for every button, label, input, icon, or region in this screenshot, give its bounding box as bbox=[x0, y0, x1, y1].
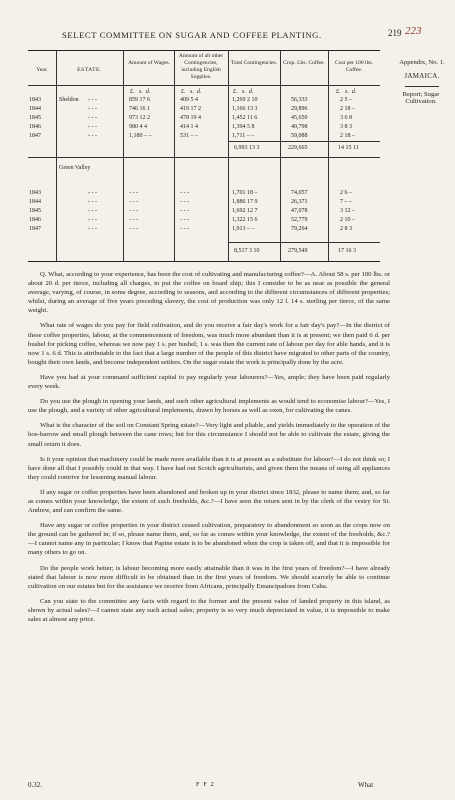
footer-left: 0.32. bbox=[28, 781, 42, 789]
year-cell: 1846 bbox=[29, 217, 41, 223]
cost-cell: 3 6 8 bbox=[340, 115, 352, 121]
year-cell: 1844 bbox=[29, 106, 41, 112]
total-cell: 1,886 17 9 bbox=[232, 199, 258, 205]
col-header-cost: Cost per 100 lbs. Coffee. bbox=[335, 60, 373, 73]
other-cell: 414 1 4 bbox=[180, 124, 198, 130]
statistics-table bbox=[28, 50, 380, 262]
col-header-wages: Amount of Wages. bbox=[128, 60, 170, 66]
total-cell: 1,166 13 3 bbox=[232, 106, 258, 112]
crop-cell: 52,779 bbox=[291, 217, 308, 223]
total-cell: 1,269 2 10 bbox=[232, 97, 258, 103]
table-divider bbox=[174, 51, 175, 261]
other-cell: - - - bbox=[180, 217, 189, 223]
paragraph: Is it your opinion that machinery could be made more available than it is at present as a substitute for labour?—I do not think so; I have done all that I possibly could in that way. I have had out Scotch agriculturists, and given them the means of using all appliances they could contrive for lessening manual labour. bbox=[28, 455, 390, 481]
paragraph: What is the character of the soil on Constant Spring estate?—Very light and pliable, and yields immediately to the operation of the hoe-barrow and small plough between the cane rows; but for this circumstance I should not be able to cultivate the estate, giving the small return it does. bbox=[28, 422, 390, 448]
wages-cell: 1,180 – – bbox=[129, 133, 152, 139]
paragraph: Can you state to the committee any facts with regard to the former and the present value of landed property in this island, as shown by actual sales?—I cannot state any such actual sales; property is so very much depreciated in value, it is impossible to make sales at almost any price. bbox=[28, 597, 390, 623]
estate-name-green-valley: Green Valley bbox=[59, 165, 91, 171]
paragraph: Q. What, according to your experience, has been the cost of cultivating and manufacturing coffee?—A. About 58 s. per 100 lbs. or about 20 d. per tierce, including all charges, to put the coffee on board ship; this I consider to be as near as possible the general average, varying, of course, in some degree, according to seasons, and according to the different circumstances of different properties; whilst, during an average of five years preceding slavery, the cost of production was only 12 l. 14 s. sterling per tierce, of the same weight. bbox=[28, 271, 390, 315]
crop-cell: 40,798 bbox=[291, 124, 308, 130]
crop-cell: 59,088 bbox=[291, 133, 308, 139]
total-cell: 6,993 13 3 bbox=[234, 145, 260, 151]
other-cell: 419 17 2 bbox=[180, 106, 201, 112]
estate-dash-cell: - - - bbox=[88, 97, 97, 103]
wages-cell: - - - bbox=[129, 226, 138, 232]
col-header-total: Total Contingencies. bbox=[230, 60, 278, 66]
total-cell: 1,701 18 – bbox=[232, 190, 258, 196]
footer-catchword: What bbox=[358, 781, 374, 789]
cost-cell: 2 10 – bbox=[340, 217, 355, 223]
wages-cell: - - - bbox=[129, 199, 138, 205]
wages-cell: 980 4 4 bbox=[129, 124, 147, 130]
year-cell: 1843 bbox=[29, 97, 41, 103]
estate-dash-cell: - - - bbox=[88, 208, 97, 214]
estate-dash-cell: - - - bbox=[88, 124, 97, 130]
paragraph: Do you use the plough in opening your lands, and such other agricultural implements as would tend to economise labour?—Yes, I use the plough, and a variety of other agricultural implements, drawn by horses as well as oxen, for cultivating the canes. bbox=[28, 398, 390, 415]
cost-cell: 2 6 – bbox=[340, 190, 352, 196]
money-units: £. s. d. bbox=[130, 89, 151, 95]
other-cell: - - - bbox=[180, 199, 189, 205]
year-cell: 1846 bbox=[29, 124, 41, 130]
other-cell: 478 19 4 bbox=[180, 115, 201, 121]
total-cell: 8,517 3 10 bbox=[234, 248, 260, 254]
handwritten-page-number: 223 bbox=[405, 25, 422, 37]
side-note-report: Report; Sugar Cultivation. bbox=[402, 91, 440, 105]
subtotal-rule bbox=[228, 242, 380, 243]
crop-cell: 279,549 bbox=[288, 248, 308, 254]
page-header-title: SELECT COMMITTEE ON SUGAR AND COFFEE PLANTING. bbox=[62, 30, 322, 40]
other-cell: - - - bbox=[180, 208, 189, 214]
paragraph: Have any sugar or coffee properties in your district ceased cultivation, preparatory to abandonment so soon as the crops now on the ground can be gathered in; if so, please name them, and, so far as comes within your knowledge, the extent of the freeholds, &c.?—I cannot name any in particular; I know that Papine estate is to be abandoned when the crop is taken off, and that it is impossible for many others to go on. bbox=[28, 522, 390, 557]
money-units: £. s. d. bbox=[181, 89, 202, 95]
body-text bbox=[28, 270, 390, 630]
col-header-year: Year. bbox=[36, 67, 48, 73]
money-units: £. s. d. bbox=[233, 89, 254, 95]
wages-cell: - - - bbox=[129, 190, 138, 196]
other-cell: - - - bbox=[180, 226, 189, 232]
total-cell: 1,452 11 6 bbox=[232, 115, 258, 121]
other-cell: 531 – – bbox=[180, 133, 198, 139]
year-cell: 1847 bbox=[29, 133, 41, 139]
wages-cell: 746 16 1 bbox=[129, 106, 150, 112]
wages-cell: 859 17 6 bbox=[129, 97, 150, 103]
estate-name-sheldon: Sheldon bbox=[59, 97, 79, 103]
estate-dash-cell: - - - bbox=[88, 226, 97, 232]
estate-dash-cell: - - - bbox=[88, 199, 97, 205]
crop-cell: 29,896 bbox=[291, 106, 308, 112]
cost-cell: 3 12 – bbox=[340, 208, 355, 214]
paragraph: What rate of wages do you pay for field cultivation, and do you receive a fair day's work for a fair day's pay?—In the district of these coffee properties, labour, at the commencement of freedom, was much more abundant than it is at present; we then paid 6 d. per bushel for picking coffee, whereas we now pay 1 s. per bushel; 1 s. was then the current rate of labour per day for able hands, and it is now 1 s. 6 d. This is attributable to the fact that a large number of the people of this district have migrated to other parts of the country, bought their own lands, and become independent settlers. On the sugar estate the work is principally done by the acre. bbox=[28, 322, 390, 366]
cost-cell: 2 8 3 bbox=[340, 226, 352, 232]
cost-cell: 14 15 11 bbox=[338, 145, 359, 151]
cost-cell: 7 – – bbox=[340, 199, 352, 205]
crop-cell: 45,650 bbox=[291, 115, 308, 121]
other-cell: 409 5 4 bbox=[180, 97, 198, 103]
table-divider bbox=[56, 51, 57, 261]
side-note-appendix: Appendix, No. 1. bbox=[399, 59, 445, 66]
crop-cell: 26,371 bbox=[291, 199, 308, 205]
subtotal-rule bbox=[228, 141, 380, 142]
side-note-divider bbox=[405, 86, 439, 87]
estate-dash-cell: - - - bbox=[88, 115, 97, 121]
table-divider bbox=[328, 51, 329, 261]
paragraph: If any sugar or coffee properties have been abandoned and broken up in your district since 1832, please to name them; and, so far as comes within your knowledge, the extent of such freeholds, &c.?—I have seen the return sent in by the clerk of the vestry for St. Andrew, and can confirm the same. bbox=[28, 488, 390, 515]
cost-cell: 2 5 – bbox=[340, 97, 352, 103]
total-cell: 1,913 – – bbox=[232, 226, 255, 232]
cost-cell: 17 16 3 bbox=[338, 248, 356, 254]
year-cell: 1845 bbox=[29, 208, 41, 214]
table-divider bbox=[280, 51, 281, 261]
year-cell: 1845 bbox=[29, 115, 41, 121]
table-divider bbox=[123, 51, 124, 261]
estate-dash-cell: - - - bbox=[88, 217, 97, 223]
total-cell: 1,692 12 7 bbox=[232, 208, 258, 214]
crop-cell: 56,333 bbox=[291, 97, 308, 103]
table-header-rule bbox=[28, 85, 380, 86]
estate-dash-cell: - - - bbox=[88, 133, 97, 139]
paragraph: Do the people work better; is labour becoming more easily attainable than it was in the first years of freedom?—I have already stated that labour is now more difficult to be obtained than in the first years of freedom. We should scarcely be able to continue cultivation on our estates but for the assistance we receive from Africans, principally Emancipadoes from Cuba. bbox=[28, 564, 390, 590]
cost-cell: 3 8 3 bbox=[340, 124, 352, 130]
footer-signature: F F 2 bbox=[196, 781, 215, 788]
side-note-place: JAMAICA. bbox=[404, 72, 440, 80]
year-cell: 1847 bbox=[29, 226, 41, 232]
col-header-other: Amount of all other Contingencies, including English Supplies. bbox=[178, 53, 224, 80]
paragraph: Have you had at your command sufficient capital to pay regularly your labourers?—Yes, ample; they have been paid regularly every week. bbox=[28, 373, 390, 391]
wages-cell: - - - bbox=[129, 217, 138, 223]
crop-cell: 47,078 bbox=[291, 208, 308, 214]
page-number: 219 bbox=[388, 28, 402, 38]
estate-dash-cell: - - - bbox=[88, 190, 97, 196]
col-header-estate: ESTATE. bbox=[77, 67, 102, 73]
col-header-crop: Crop. Lbs. Coffee. bbox=[283, 60, 325, 66]
crop-cell: 79,264 bbox=[291, 226, 308, 232]
cost-cell: 2 18 – bbox=[340, 133, 355, 139]
total-cell: 1,322 15 6 bbox=[232, 217, 258, 223]
total-cell: 1,394 5 8 bbox=[232, 124, 255, 130]
year-cell: 1844 bbox=[29, 199, 41, 205]
crop-cell: 229,665 bbox=[288, 145, 308, 151]
section-rule bbox=[28, 157, 380, 158]
wages-cell: - - - bbox=[129, 208, 138, 214]
table-divider bbox=[228, 51, 229, 261]
money-units: £. s. d. bbox=[336, 89, 357, 95]
total-cell: 1,711 – – bbox=[232, 133, 255, 139]
estate-dash-cell: - - - bbox=[88, 106, 97, 112]
wages-cell: 973 12 2 bbox=[129, 115, 150, 121]
other-cell: - - - bbox=[180, 190, 189, 196]
crop-cell: 74,057 bbox=[291, 190, 308, 196]
cost-cell: 2 18 – bbox=[340, 106, 355, 112]
year-cell: 1843 bbox=[29, 190, 41, 196]
